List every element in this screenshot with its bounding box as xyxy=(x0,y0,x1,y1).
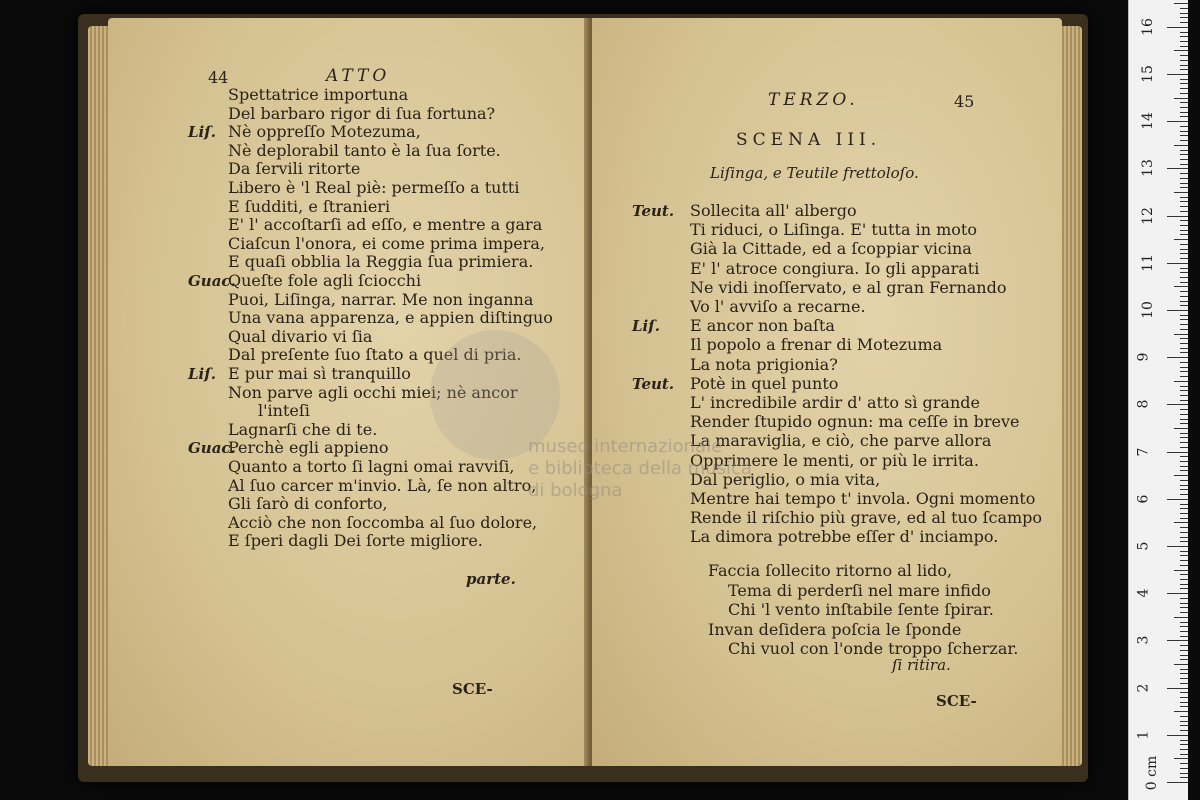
ruler-tick xyxy=(1167,640,1189,641)
ruler-label: 12 xyxy=(1139,206,1156,225)
catchword: SCE- xyxy=(452,680,493,698)
text-line: Già la Cittade, ed a ſcoppiar vicina xyxy=(690,239,972,259)
ruler-tick xyxy=(1167,688,1189,689)
ruler-tick xyxy=(1167,357,1189,358)
ruler-tick xyxy=(1174,50,1189,51)
ruler-tick xyxy=(1167,216,1189,217)
catchword: SCE- xyxy=(936,692,977,710)
ruler-tick xyxy=(1174,617,1189,618)
ruler-label: 6 xyxy=(1135,494,1152,504)
ruler-tick xyxy=(1174,286,1189,287)
page-number: 45 xyxy=(954,92,975,111)
speaker-label: Teut. xyxy=(632,374,675,393)
aria-line: Invan deſidera poſcia le ſponde xyxy=(708,619,962,639)
ruler-label: 13 xyxy=(1139,159,1156,178)
text-line: La maraviglia, e ciò, che parve allora xyxy=(690,431,992,451)
text-line: Dal preſente ſuo ſtato a quel di pria. xyxy=(228,345,522,365)
text-line: Lagnarſi che di te. xyxy=(228,419,378,439)
stage-direction: parte. xyxy=(466,570,516,588)
text-line: Gli ſarò di conforto, xyxy=(228,494,388,514)
text-line: E ſperi dagli Dei ſorte migliore. xyxy=(228,531,483,551)
ruler-label: 15 xyxy=(1139,65,1156,83)
ruler-tick xyxy=(1174,334,1189,335)
ruler-tick xyxy=(1174,570,1189,571)
watermark-line: di bologna xyxy=(528,480,623,501)
ruler-tick xyxy=(1167,593,1189,594)
ruler-label: 7 xyxy=(1135,447,1152,457)
speaker-label: Guac. xyxy=(188,439,236,458)
watermark-line: e biblioteca della musica xyxy=(528,458,752,479)
text-line: Da ſervili ritorte xyxy=(228,159,361,179)
ruler-tick xyxy=(1174,428,1189,429)
ruler-tick xyxy=(1174,239,1189,240)
characters-line: Liſinga, e Teutile frettoloſo. xyxy=(710,164,919,182)
right-page xyxy=(592,18,1062,766)
text-line: Nè oppreſſo Motezuma, xyxy=(228,122,421,142)
aria-line: Tema di perderſi nel mare infido xyxy=(728,580,991,600)
text-line: Quanto a torto ſi lagni omai ravviſi, xyxy=(228,457,515,476)
ruler-tick xyxy=(1167,452,1189,453)
aria-line: Faccia ſollecito ritorno al lido, xyxy=(708,561,953,580)
text-line: Nè deplorabil tanto è la ſua ſorte. xyxy=(228,140,501,160)
text-line: Acciò che non ſoccomba al ſuo dolore, xyxy=(228,512,538,532)
speaker-label: Liſ. xyxy=(632,317,660,336)
text-line: Il popolo a frenar di Motezuma xyxy=(690,335,943,355)
ruler-tick xyxy=(1174,145,1189,146)
text-line: L' incredibile ardir d' atto sì grande xyxy=(690,393,980,412)
watermark-line: museo internazionale xyxy=(528,436,723,457)
background-strip xyxy=(1188,0,1200,800)
text-line: Sollecita all' albergo xyxy=(690,201,857,220)
ruler-tick xyxy=(1174,522,1189,523)
text-line: Queſte fole agli ſciocchi xyxy=(228,271,422,290)
ruler-tick xyxy=(1174,711,1189,712)
ruler-tick xyxy=(1167,168,1189,169)
text-line: Potè in quel punto xyxy=(690,373,839,393)
ruler-tick xyxy=(1167,74,1189,75)
speaker-label: Guac. xyxy=(188,272,236,290)
text-line: Ciaſcun l'onora, ei come prima impera, xyxy=(228,233,545,253)
text-line: Ti riduci, o Liſinga. E' tutta in moto xyxy=(690,220,977,240)
ruler-tick xyxy=(1167,499,1189,500)
ruler-tick xyxy=(1174,3,1189,4)
ruler-tick xyxy=(1174,664,1189,665)
text-line: Rende il riſchio più grave, ed al tuo ſcampo xyxy=(690,508,1043,528)
ruler-label: 11 xyxy=(1139,253,1156,272)
ruler-label: 1 xyxy=(1135,730,1152,740)
ruler-label: 4 xyxy=(1135,588,1152,598)
ruler-tick xyxy=(1167,404,1189,405)
ruler-tick xyxy=(1167,782,1189,783)
ruler-tick xyxy=(1167,263,1189,264)
speaker-label: Teut. xyxy=(632,202,675,220)
text-line: E ſudditi, e ſtranieri xyxy=(228,196,391,216)
ruler-tick xyxy=(1174,758,1189,759)
text-line: Al ſuo carcer m'invio. Là, ſe non altro, xyxy=(228,475,537,495)
running-head: TERZO. xyxy=(768,90,859,110)
ruler-tick xyxy=(1167,121,1189,122)
ruler-tick xyxy=(1174,98,1189,99)
text-line: E quaſi obblia la Reggia ſua primiera. xyxy=(228,252,534,272)
ruler-label: 3 xyxy=(1135,635,1152,645)
text-line: Qual divario vi ſia xyxy=(228,326,373,346)
text-line: Libero è 'l Real piè: permeſſo a tutti xyxy=(228,178,520,197)
page-number: 44 xyxy=(208,68,229,87)
ruler-label: 5 xyxy=(1135,541,1152,551)
text-line: l'inteſi xyxy=(258,401,310,421)
ruler-label: 14 xyxy=(1139,112,1156,131)
ruler-tick xyxy=(1174,192,1189,193)
text-line: Spettatrice importuna xyxy=(228,85,409,104)
ruler-label: 9 xyxy=(1135,352,1152,362)
text-line: E ancor non baſta xyxy=(690,316,835,336)
text-line: Opprimere le menti, or più le irrita. xyxy=(690,450,979,470)
aria-line: Chi 'l vento inſtabile ſente ſpirar. xyxy=(728,600,994,619)
text-line: Mentre hai tempo t' invola. Ogni momento xyxy=(690,489,1036,508)
scene-title: SCENA III. xyxy=(736,130,882,150)
ruler-tick xyxy=(1174,475,1189,476)
ruler-label: 8 xyxy=(1135,399,1152,409)
ruler-tick xyxy=(1174,381,1189,382)
stage-direction: ſi ritira. xyxy=(892,656,951,674)
text-line: Perchè egli appieno xyxy=(228,438,389,458)
speaker-label: Liſ. xyxy=(188,123,216,142)
watermark xyxy=(528,436,752,502)
ruler-label: 16 xyxy=(1139,17,1156,36)
text-line: Dal periglio, o mia vita, xyxy=(690,469,881,489)
text-line: E' l' accoſtarſi ad eſſo, e mentre a gara xyxy=(228,215,543,235)
aria-line: Chi vuol con l'onde troppo ſcherzar. xyxy=(728,639,1019,658)
text-line: Ne vidi inoſſervato, e al gran Fernando xyxy=(690,277,1007,297)
running-head: ATTO xyxy=(326,66,391,86)
text-line: Non parve agli occhi miei; nè ancor xyxy=(228,382,518,402)
ruler-tick xyxy=(1167,546,1189,547)
text-line: E pur mai sì tranquillo xyxy=(228,364,411,383)
text-line: Del barbaro rigor di ſua fortuna? xyxy=(228,103,496,123)
speaker-label: Liſ. xyxy=(188,365,216,383)
ruler-tick xyxy=(1167,27,1189,28)
text-line: La dimora potrebbe eſſer d' inciampo. xyxy=(690,527,999,547)
text-line: Render ſtupido ognun: ma ceſſe in breve xyxy=(690,412,1020,432)
text-line: Vo l' avviſo a recarne. xyxy=(690,297,866,316)
ruler-tick xyxy=(1167,735,1189,736)
ruler-label: 10 xyxy=(1139,301,1156,319)
text-line: E' l' atroce congiura. Io gli apparati xyxy=(690,258,980,278)
text-line: Una vana apparenza, e appien diſtinguo xyxy=(228,308,553,328)
ruler-label: 2 xyxy=(1135,683,1152,693)
ruler-tick xyxy=(1167,310,1189,311)
text-line: La nota prigionia? xyxy=(690,354,838,374)
measurement-ruler xyxy=(1128,0,1189,800)
ruler-unit: 0 cm xyxy=(1144,755,1161,791)
text-line: Puoi, Liſinga, narrar. Me non inganna xyxy=(228,289,534,309)
